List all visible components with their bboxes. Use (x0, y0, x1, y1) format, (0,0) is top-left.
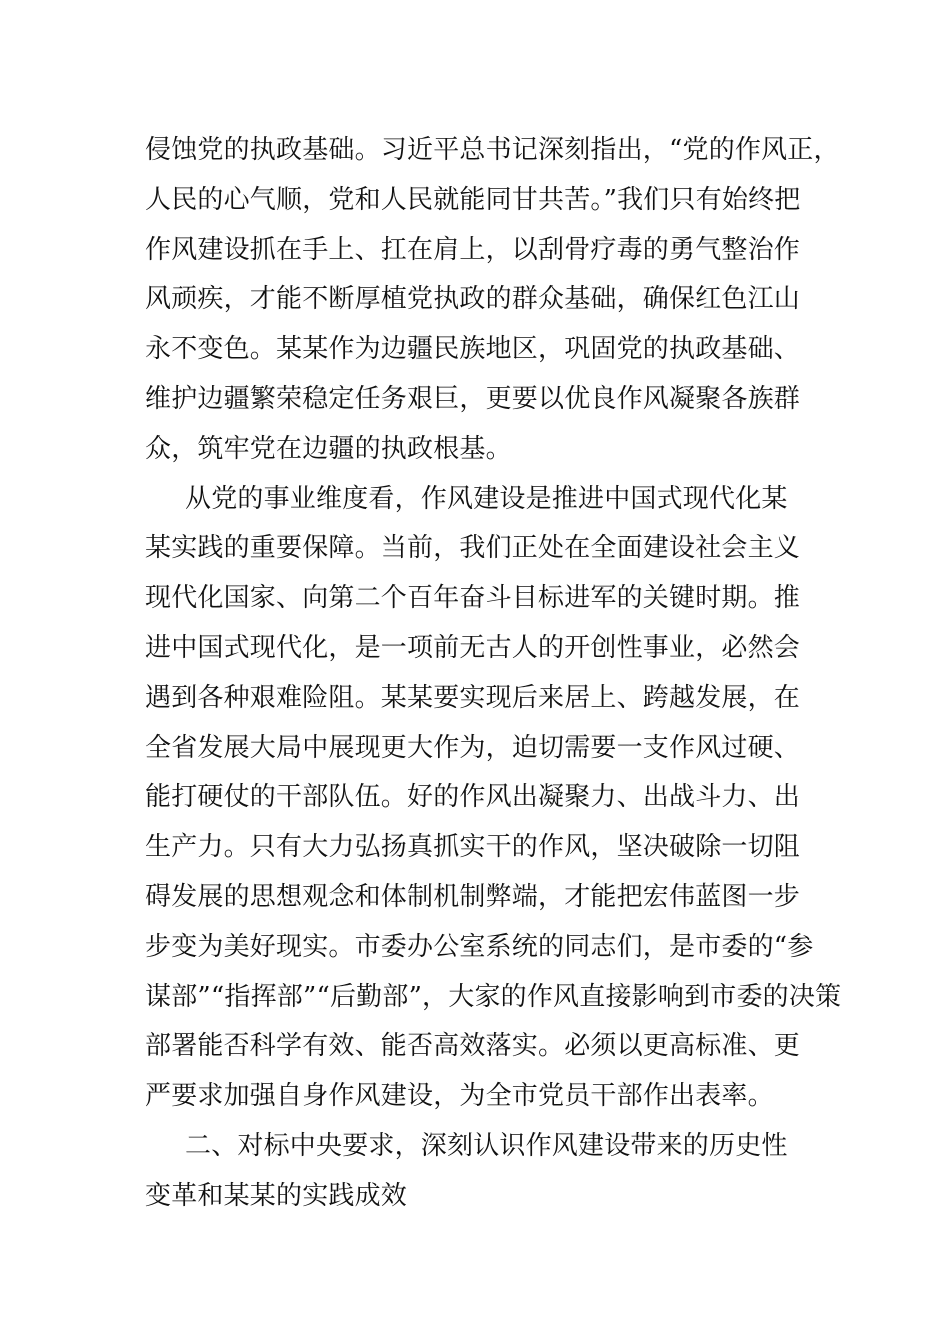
text-line: 步变为美好现实。市委办公室系统的同志们，是市委的“参 (145, 931, 814, 962)
text-line: 碍发展的思想观念和体制机制弊端，才能把宏伟蓝图一步 (145, 881, 801, 912)
text-line: 能打硬仗的干部队伍。好的作风出凝聚力、出战斗力、出 (145, 782, 801, 813)
text-line: 侵蚀党的执政基础。习近平总书记深刻指出，“党的作风正， (145, 135, 840, 165)
text-line: 生产力。只有大力弘扬真抓实干的作风，坚决破除一切阻 (145, 832, 801, 863)
text-line: 进中国式现代化，是一项前无古人的开创性事业，必然会 (145, 632, 801, 663)
text-line: 众，筑牢党在边疆的执政根基。 (145, 433, 512, 464)
section-heading-line: 二、对标中央要求，深刻认识作风建设带来的历史性 (185, 1130, 788, 1161)
text-line: 永不变色。某某作为边疆民族地区，巩固党的执政基础、 (145, 334, 801, 365)
body-text (145, 126, 842, 1222)
text-line: 作风建设抓在手上、扛在肩上，以刮骨疗毒的勇气整治作 (145, 234, 801, 265)
section-heading-line: 变革和某某的实践成效 (145, 1180, 408, 1211)
text-line: 人民的心气顺，党和人民就能同甘共苦。”我们只有始终把 (145, 184, 801, 215)
text-line: 遇到各种艰难险阻。某某要实现后来居上、跨越发展，在 (145, 682, 801, 713)
text-line: 现代化国家、向第二个百年奋斗目标进军的关键时期。推 (145, 583, 801, 614)
paragraph-start-line: 从党的事业维度看，作风建设是推进中国式现代化某 (185, 483, 788, 514)
text-line: 严要求加强自身作风建设，为全市党员干部作出表率。 (145, 1081, 774, 1112)
text-line: 风顽疾，才能不断厚植党执政的群众基础，确保红色江山 (145, 284, 801, 315)
text-line: 维护边疆繁荣稳定任务艰巨，更要以优良作风凝聚各族群 (145, 383, 801, 414)
text-line: 某实践的重要保障。当前，我们正处在全面建设社会主义 (145, 533, 801, 564)
text-line: 部署能否科学有效、能否高效落实。必须以更高标准、更 (145, 1031, 801, 1062)
text-line: 谋部”“指挥部”“后勤部”，大家的作风直接影响到市委的决策 (145, 981, 842, 1012)
text-line: 全省发展大局中展现更大作为，迫切需要一支作风过硬、 (145, 732, 801, 763)
